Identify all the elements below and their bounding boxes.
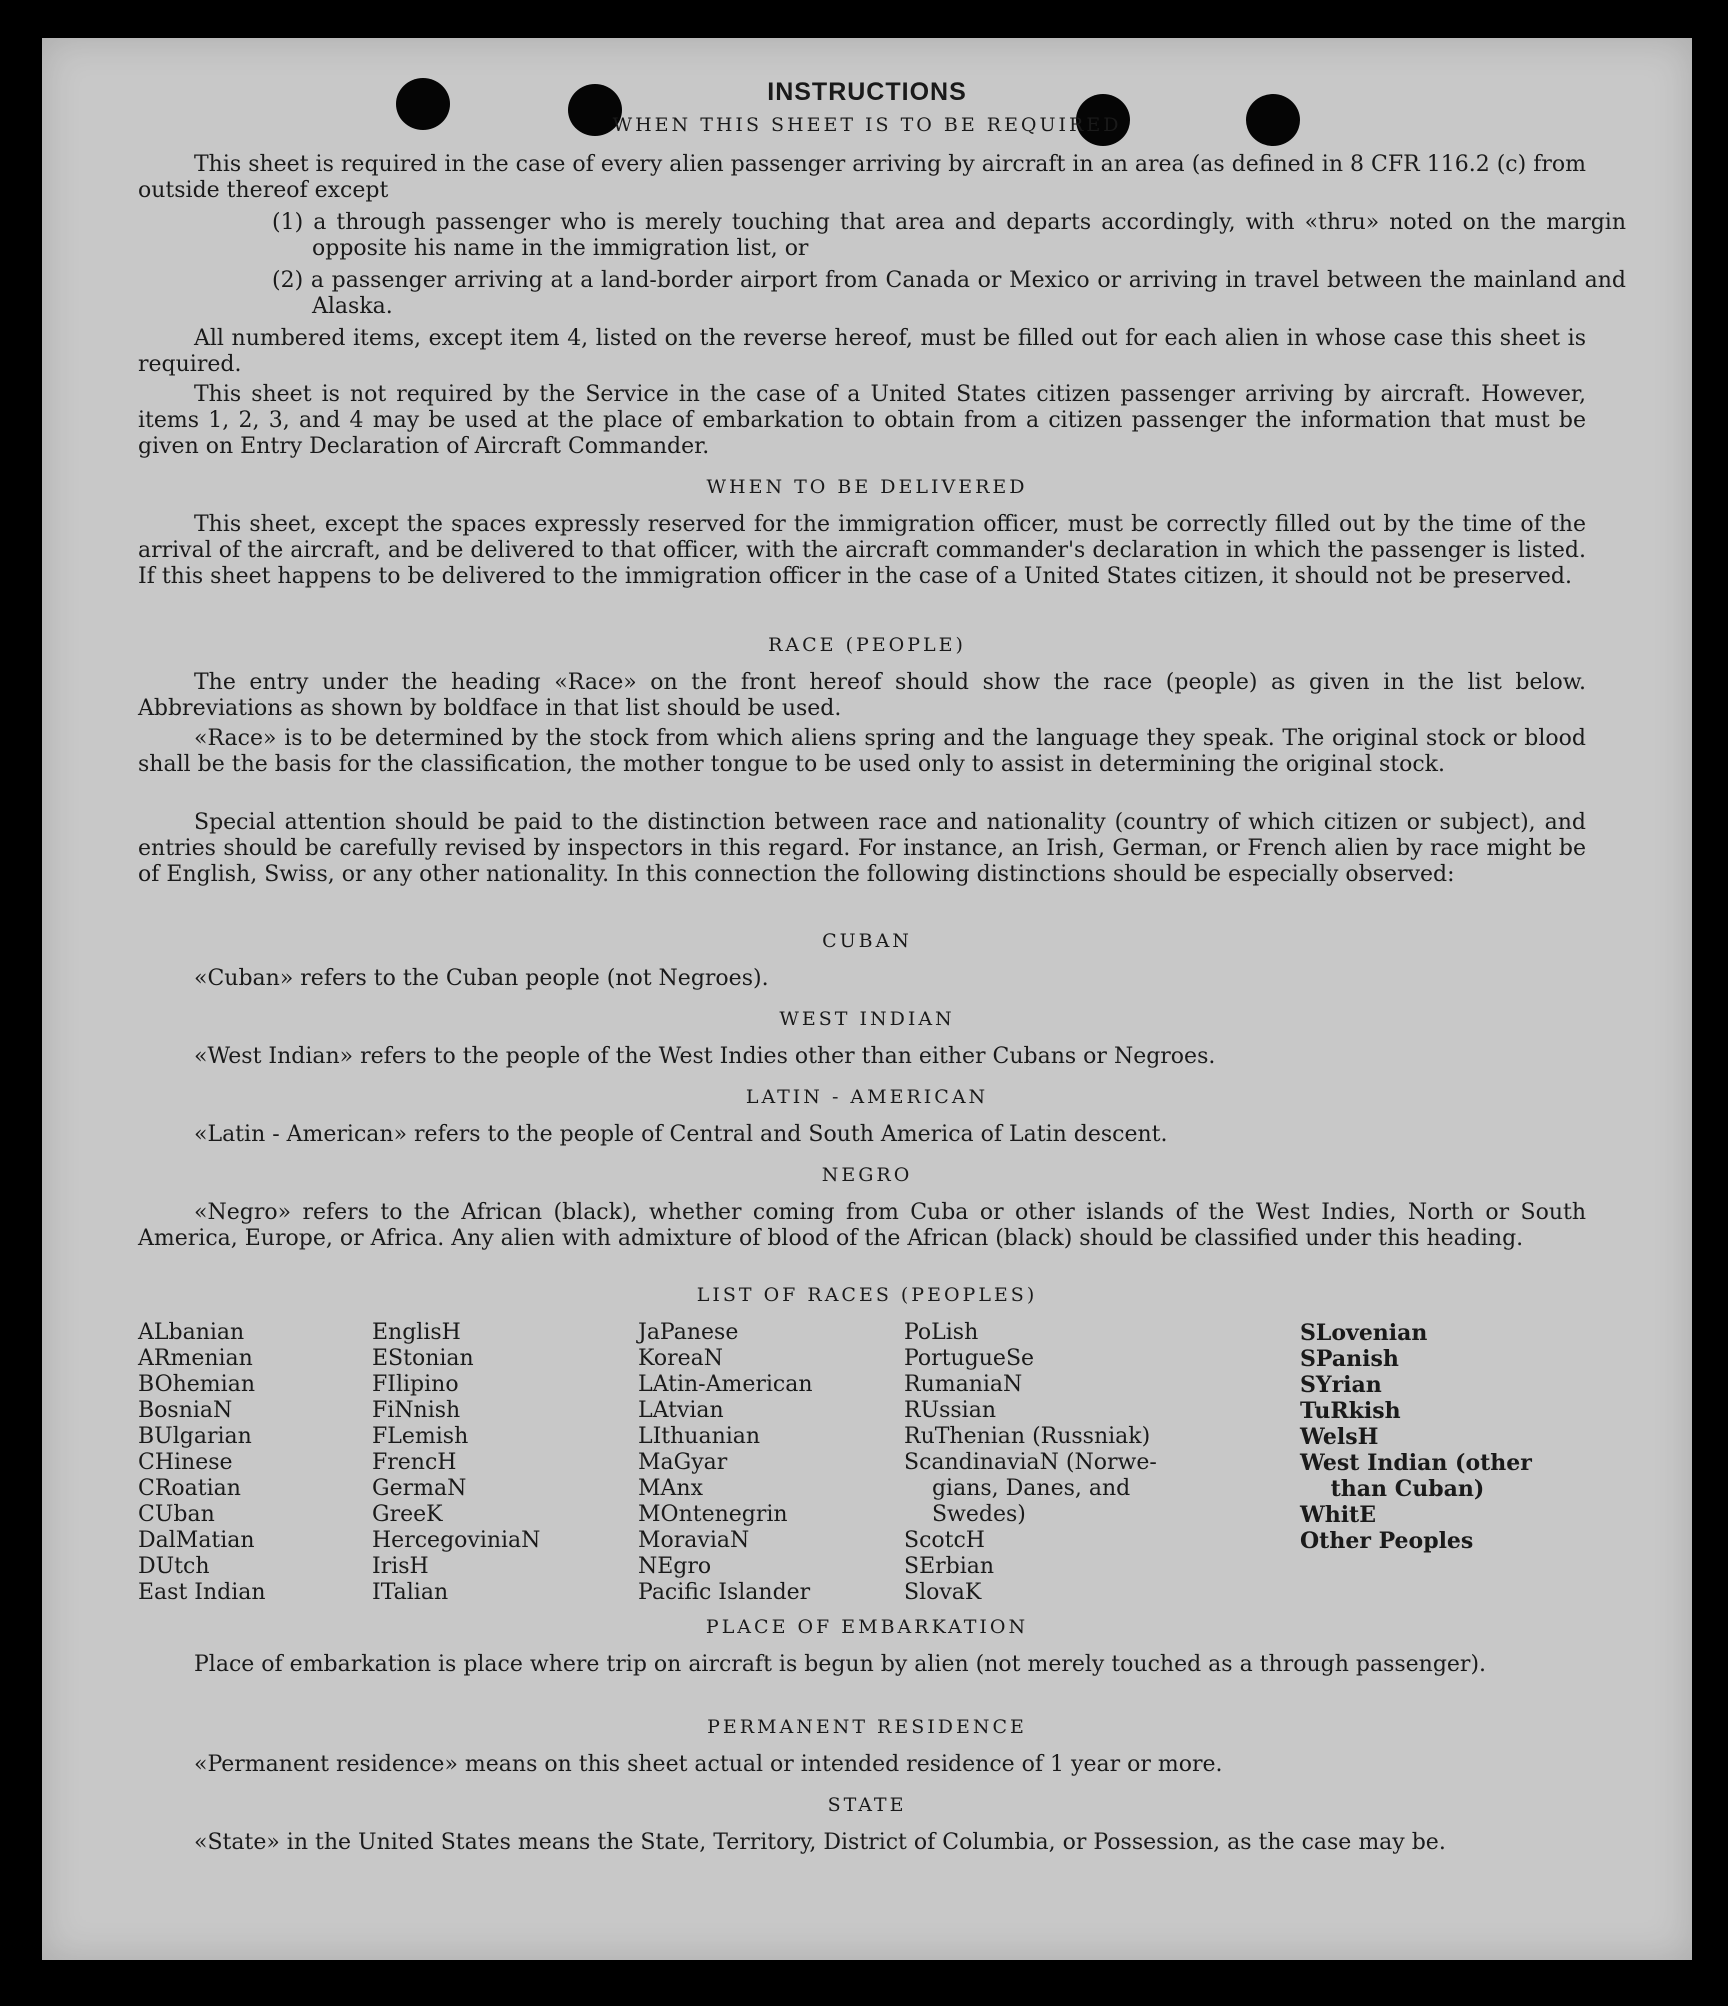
heading-race: RACE (PEOPLE)	[768, 634, 966, 656]
race-list-item: PortugueSe	[904, 1346, 1035, 1371]
race-list-item: ITalian	[372, 1580, 449, 1605]
race-list-item: DUtch	[138, 1554, 210, 1579]
races-column-3	[638, 1320, 813, 1606]
race-list-item: SYrian	[1300, 1372, 1382, 1398]
paragraph: «Race» is to be determined by the stock from which aliens spring and the language they speak. The original stock or blood shall be the basis for the classification, the mother tongue to be used only to assist in determining the original stock.	[138, 726, 1586, 777]
paragraph: «Permanent residence» means on this sheet actual or intended residence of 1 year or more.	[194, 1752, 1223, 1777]
paragraph: Place of embarkation is place where trip on aircraft is begun by alien (not merely touched as a through passenger).	[194, 1652, 1487, 1677]
race-list-item: BosniaN	[138, 1398, 233, 1423]
races-column-4	[904, 1320, 1157, 1606]
paragraph: «Negro» refers to the African (black), whether coming from Cuba or other islands of the West Indies, North or South America, Europe, or Africa. Any alien with admixture of blood of the African (black) should be classified under this heading.	[138, 1200, 1586, 1251]
race-list-item: West Indian (other	[1300, 1450, 1532, 1476]
heading-state: STATE	[827, 1794, 907, 1816]
race-list-item: FiNnish	[372, 1398, 461, 1423]
race-list-item: ScotcH	[904, 1528, 985, 1553]
heading-list-of-races: LIST OF RACES (PEOPLES)	[696, 1284, 1038, 1306]
paragraph: All numbered items, except item 4, listed on the reverse hereof, must be filled out for each alien in whose case this sheet is required.	[138, 326, 1586, 377]
race-list-item: CUban	[138, 1502, 215, 1527]
paragraph: This sheet is not required by the Service in the case of a United States citizen passenger arriving by aircraft. However, items 1, 2, 3, and 4 may be used at the place of embarkation to obtain from a citizen passenger the information that must be given on Entry Declaration of Aircraft Commander.	[138, 382, 1586, 459]
race-list-item: RUssian	[904, 1398, 997, 1423]
race-list-item: DalMatian	[138, 1528, 255, 1553]
document-page	[42, 38, 1692, 1960]
heading-permanent-residence: PERMANENT RESIDENCE	[707, 1716, 1027, 1738]
heading-cuban: CUBAN	[822, 930, 912, 952]
paragraph: This sheet, except the spaces expressly reserved for the immigration officer, must be correctly filled out by the time of the arrival of the aircraft, and be delivered to that officer, with the aircraft commander's declaration in which the passenger is listed. If this sheet happens to be delivered to the immigration officer in the case of a United States citizen, it should not be preserved.	[138, 512, 1586, 589]
race-list-item: SPanish	[1300, 1346, 1399, 1372]
race-list-item: GreeK	[372, 1502, 443, 1527]
paragraph: Special attention should be paid to the distinction between race and nationality (country of which citizen or subject), and entries should be carefully revised by inspectors in this regard. For instance, an Irish, German, or French alien by race might be of English, Swiss, or any other nationality. In this connection the following distinctions should be especially observed:	[138, 810, 1586, 887]
races-column-5	[1300, 1320, 1532, 1554]
race-list-item: CHinese	[138, 1450, 233, 1475]
races-column-2	[372, 1320, 540, 1606]
race-list-item: RumaniaN	[904, 1372, 1023, 1397]
race-list-item: FLemish	[372, 1424, 469, 1449]
race-list-item: MoraviaN	[638, 1528, 750, 1553]
heading-latin-american: LATIN - AMERICAN	[745, 1086, 989, 1108]
race-list-item: SLovenian	[1300, 1320, 1428, 1346]
race-list-item: Other Peoples	[1300, 1528, 1474, 1554]
race-list-item: ARmenian	[138, 1346, 253, 1371]
race-list-item: PoLish	[904, 1320, 979, 1345]
race-list-item: than Cuban)	[1300, 1476, 1485, 1502]
race-list-item: MOntenegrin	[638, 1502, 788, 1527]
race-list-item: JaPanese	[638, 1320, 739, 1345]
race-list-item: WhitE	[1300, 1502, 1376, 1528]
race-list-item: FIlipino	[372, 1372, 459, 1397]
paragraph: «Cuban» refers to the Cuban people (not Negroes).	[194, 966, 769, 991]
paragraph: This sheet is required in the case of every alien passenger arriving by aircraft in an area (as defined in 8 CFR 116.2 (c) from outside thereof except	[138, 152, 1586, 203]
list-item: (1) a through passenger who is merely touching that area and departs accordingly, with «thru» noted on the margin opposite his name in the immigration list, or	[272, 210, 1626, 261]
race-list-item: EnglisH	[372, 1320, 461, 1345]
race-list-item: SErbian	[904, 1554, 995, 1579]
heading-when-required: WHEN THIS SHEET IS TO BE REQUIRED	[612, 114, 1122, 136]
page-title: INSTRUCTIONS	[767, 78, 967, 106]
paragraph: «Latin - American» refers to the people of Central and South America of Latin descent.	[194, 1122, 1168, 1147]
race-list-item: KoreaN	[638, 1346, 723, 1371]
race-list-item: ALbanian	[138, 1320, 245, 1345]
race-list-item: gians, Danes, and	[904, 1476, 1131, 1501]
paragraph: «State» in the United States means the State, Territory, District of Columbia, or Possession, as the case may be.	[194, 1830, 1446, 1855]
race-list-item: RuThenian (Russniak)	[904, 1424, 1151, 1449]
list-item: (2) a passenger arriving at a land-border airport from Canada or Mexico or arriving in travel between the mainland and Alaska.	[272, 268, 1626, 319]
race-list-item: CRoatian	[138, 1476, 241, 1501]
race-list-item: IrisH	[372, 1554, 429, 1579]
heading-west-indian: WEST INDIAN	[779, 1008, 955, 1030]
race-list-item: LIthuanian	[638, 1424, 761, 1449]
race-list-item: MAnx	[638, 1476, 703, 1501]
race-list-item: SlovaK	[904, 1580, 982, 1605]
heading-when-delivered: WHEN TO BE DELIVERED	[706, 476, 1028, 498]
race-list-item: ScandinaviaN (Norwe-	[904, 1450, 1157, 1475]
race-list-item: BOhemian	[138, 1372, 255, 1397]
races-column-1	[138, 1320, 266, 1606]
paragraph: The entry under the heading «Race» on the front hereof should show the race (people) as given in the list below. Abbreviations as shown by boldface in that list should be used.	[138, 670, 1586, 721]
race-list-item: Swedes)	[904, 1502, 1026, 1527]
race-list-item: MaGyar	[638, 1450, 728, 1475]
race-list-item: Pacific Islander	[638, 1580, 811, 1605]
heading-negro: NEGRO	[821, 1164, 913, 1186]
race-list-item: GermaN	[372, 1476, 467, 1501]
race-list-item: WelsH	[1300, 1424, 1379, 1450]
race-list-item: LAtvian	[638, 1398, 724, 1423]
race-list-item: HercegoviniaN	[372, 1528, 541, 1553]
race-list-item: BUlgarian	[138, 1424, 252, 1449]
race-list-item: FrencH	[372, 1450, 457, 1475]
race-list-item: LAtin-American	[638, 1372, 813, 1397]
race-list-item: EStonian	[372, 1346, 474, 1371]
race-list-item: NEgro	[638, 1554, 712, 1579]
race-list-item: East Indian	[138, 1580, 266, 1605]
heading-embarkation: PLACE OF EMBARKATION	[705, 1616, 1029, 1638]
race-list-item: TuRkish	[1300, 1398, 1401, 1424]
paragraph: «West Indian» refers to the people of the West Indies other than either Cubans or Negroes.	[194, 1044, 1216, 1069]
